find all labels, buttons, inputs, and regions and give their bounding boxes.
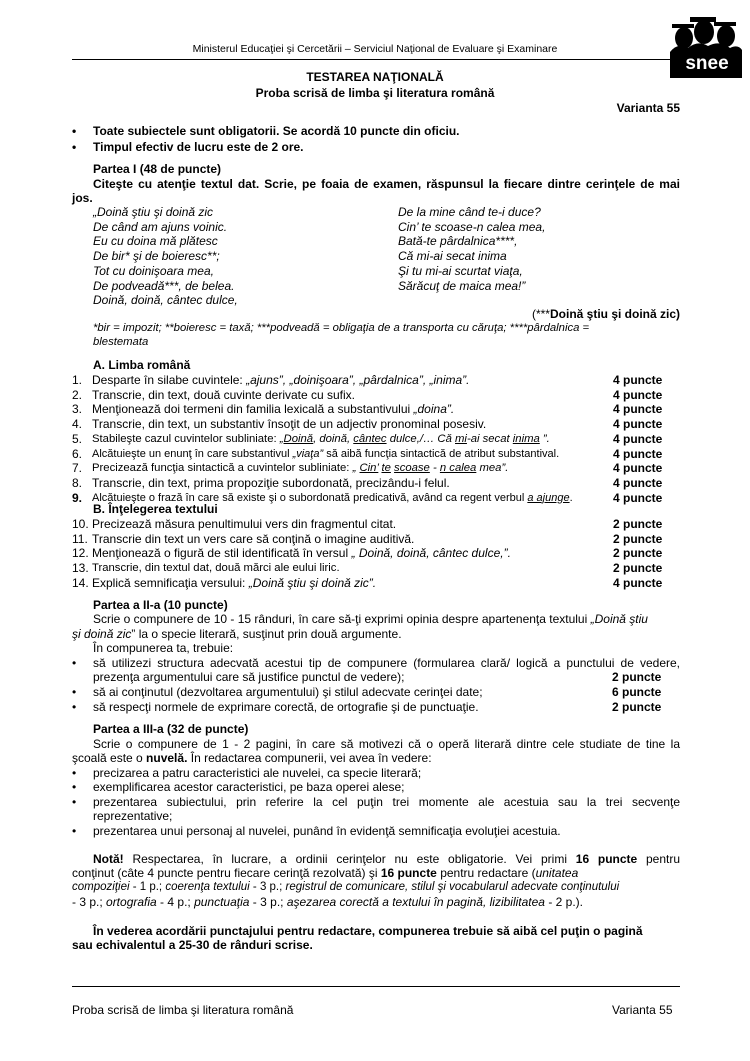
part3-req3: prezentarea subiectului, prin referire la cel puţin trei momente ale acestuia sau la trei secvenţe — [93, 795, 680, 809]
item-number: 7. — [72, 461, 83, 476]
rule-bullet-2: • — [72, 140, 77, 154]
items-a-list — [72, 373, 680, 505]
quote-text: - — [429, 462, 440, 475]
title-line2: Proba scrisă de limba şi literatura română — [255, 86, 495, 100]
item-text-part: Precizează funcţia sintactică a cuvintelor subliniate: — [92, 462, 353, 475]
item-points: 4 puncte — [613, 402, 663, 417]
list-item — [72, 576, 680, 591]
part3-req2: exemplificarea acestor caracteristici, pe baza operei alese; — [93, 780, 405, 794]
item-points: 4 puncte — [613, 446, 663, 461]
note-label: Notă! — [93, 852, 124, 866]
final-note-line1: În vederea acordării punctajului pentru redactare, compunerea trebuie să aibă cel puţin o pagină — [93, 924, 643, 938]
text-part: - 3 p.; — [72, 895, 107, 909]
list-item — [72, 432, 680, 447]
part3-heading: Partea a III-a (32 de puncte) — [93, 722, 249, 736]
item-text: Transcrie, din text, prima propoziţie subordonată, precizându-i felul. — [92, 475, 450, 490]
item-number: 6. — [72, 446, 83, 461]
text-part: 16 puncte — [575, 852, 638, 866]
source-title: Doină ştiu şi doină zic) — [549, 307, 680, 321]
note-line4 — [72, 895, 583, 909]
part3-req4: prezentarea unui personaj al nuvelei, punând în evidenţă semnificaţia evoluţiei acestuia. — [93, 824, 561, 838]
item-number: 3. — [72, 402, 83, 417]
underlined-word: mi — [455, 432, 467, 445]
item-points: 4 puncte — [613, 475, 663, 490]
title-line1: TESTAREA NAŢIONALĂ — [306, 70, 444, 84]
item-text: Transcrie din text un vers care să conţină o imagine auditivă. — [92, 531, 415, 546]
list-item — [72, 532, 680, 547]
item-number: 9. — [72, 490, 83, 505]
poem-source — [532, 307, 680, 321]
item-text — [92, 447, 613, 462]
text-part: conţinut (câte 4 puncte pentru fiecare cerinţă rezolvată) şi — [72, 866, 381, 880]
item-text — [92, 373, 613, 388]
part2-req3: să respecţi normele de exprimare corectă, de ortografie şi de punctuaţie. — [93, 700, 479, 714]
underlined-word: scoase — [394, 462, 430, 475]
underlined-word: inima — [512, 432, 540, 445]
item-number: 1. — [72, 373, 83, 387]
item-number: 2. — [72, 387, 83, 402]
part2-req2: să ai conţinutul (dezvoltarea argumentului) şi stilul adecvate cerinţei date; — [93, 685, 483, 699]
item-text-part: „Doină ştiu şi doină zic”. — [248, 575, 377, 590]
list-item — [72, 517, 680, 532]
part2-req1-b: prezenţa argumentului care să justifice punctul de vedere); — [93, 670, 405, 684]
item-number: 5. — [72, 431, 83, 446]
item-text-part: „viaţa” — [292, 447, 324, 460]
item-points: 4 puncte — [613, 575, 663, 590]
item-points: 4 puncte — [613, 431, 663, 446]
poem-verse: „Doină ştiu şi doină zic — [93, 205, 214, 219]
item-text — [92, 546, 613, 561]
item-text-part: „ajuns”, „doinişoara”, „pârdalnica”, „inima”. — [246, 373, 470, 387]
part2-line1 — [93, 612, 648, 626]
text-part: - 3 p.; — [249, 895, 287, 909]
item-text-part: „ Doină, doină, cântec dulce,”. — [351, 546, 511, 561]
list-item — [72, 546, 680, 561]
item-text-part: „doina”. — [413, 402, 455, 417]
poem-right — [398, 205, 545, 293]
item-number: 11. — [72, 531, 88, 546]
list-item — [72, 417, 680, 432]
item-points: 4 puncte — [613, 373, 663, 387]
part2-heading: Partea a II-a (10 puncte) — [93, 598, 228, 612]
note-line2 — [72, 866, 680, 880]
items-b-list — [72, 517, 680, 591]
variant-label: Varianta 55 — [616, 101, 680, 115]
item-text: Precizează măsura penultimului vers din fragmentul citat. — [92, 517, 397, 531]
part2-line2 — [72, 627, 402, 641]
text-part: şi doină zic — [72, 627, 132, 641]
item-text-part: Explică semnificaţia versului: — [92, 575, 249, 590]
item-text-part: să aibă funcţia sintactică de atribut substantival. — [323, 447, 560, 460]
poem-verse: De la mine când te-i duce? — [398, 205, 541, 219]
text-part: coerenţa textului — [165, 881, 250, 893]
rule-bullet-1: • — [72, 124, 77, 138]
text-part: - 3 p.; — [249, 881, 286, 893]
part3-line1: Scrie o compunere de 1 - 2 pagini, în care să motivezi că o operă literară dintre cele studiate de tine la — [93, 737, 680, 751]
logo-text: snee — [685, 53, 729, 74]
glossary-1: *bir = impozit; **boieresc = taxă; ***podveadă = obligaţia de a transporta cu căruţa; ****pârdalnica = — [93, 322, 590, 334]
underlined-word: n calea — [439, 462, 477, 475]
section-a-heading: A. Limba română — [93, 358, 191, 372]
item-number: 12. — [72, 546, 89, 561]
note-line1 — [93, 852, 680, 866]
poem-verse: Cin’ te scoase-n calea mea, — [398, 219, 546, 234]
underlined-word: a ajunge — [527, 491, 570, 504]
text-part: unitatea — [535, 866, 579, 880]
item-points: 2 puncte — [613, 561, 663, 576]
item-points: 4 puncte — [613, 387, 663, 402]
item-number: 14. — [72, 575, 89, 590]
item-text-part — [280, 433, 550, 445]
item-points: 2 puncte — [613, 517, 663, 531]
list-item — [72, 373, 680, 388]
header-divider — [72, 59, 680, 60]
quote-text: dulce,/… Că — [386, 432, 456, 445]
text-part: punctuaţia — [194, 895, 250, 909]
footer-divider — [72, 986, 680, 987]
item-text — [92, 402, 613, 417]
bullet: • — [72, 795, 77, 809]
list-item — [72, 447, 680, 462]
quote-text: , doină, — [313, 432, 354, 445]
text-part: Scrie o compunere de 10 - 15 rânduri, în care să-ţi exprimi opinia despre apartenenţa textului — [93, 612, 591, 626]
poem-verse: Bată-te pârdalnica****, — [398, 234, 518, 249]
source-prefix: (*** — [531, 307, 550, 321]
item-points: 4 puncte — [613, 417, 663, 432]
item-text-part: . — [569, 491, 573, 504]
rule-2: Timpul efectiv de lucru este de 2 ore. — [93, 140, 304, 154]
text-part: „Doină ştiu — [590, 612, 648, 626]
text-part: - 4 p.; — [156, 895, 195, 909]
item-text — [92, 461, 613, 476]
quote-text: mea”. — [476, 462, 509, 475]
text-part: nuvelă. — [146, 751, 188, 765]
item-text-part: Menţionează o figură de stil identificată în versul — [92, 546, 352, 561]
item-text: Transcrie, din text, două cuvinte derivate cu sufix. — [92, 387, 356, 402]
poem-verse: Eu cu doina mă plătesc — [93, 234, 218, 249]
text-part: - 2 p.). — [544, 895, 583, 909]
note-line3 — [72, 881, 619, 893]
item-points: 4 puncte — [613, 490, 663, 505]
item-points: 4 puncte — [613, 461, 663, 476]
part2-req3-points: 2 puncte — [612, 700, 662, 714]
text-part: aşezarea corectă a textului în pagină, lizibilitatea — [286, 895, 545, 909]
text-part: ortografia — [106, 895, 157, 909]
list-item — [72, 461, 680, 476]
text-part: În redactarea compunerii, vei avea în vedere: — [187, 751, 432, 765]
item-text-part — [353, 462, 509, 474]
item-text-part: Alcătuieşte un enunţ în care substantivul — [92, 447, 293, 460]
poem-verse: De podveadă***, de belea. — [93, 278, 235, 293]
item-number: 13. — [72, 561, 89, 576]
item-text — [92, 432, 613, 447]
text-part: - 1 p.; — [129, 881, 166, 893]
item-points: 2 puncte — [613, 546, 663, 561]
item-text-part: Stabileşte cazul cuvintelor subliniate: — [92, 432, 280, 445]
bullet: • — [72, 685, 77, 699]
poem-verse: Tot cu doinişoara mea, — [93, 263, 214, 278]
quote-text: -ai secat — [466, 432, 513, 445]
glossary-2: blestemata — [93, 336, 149, 348]
poem-verse: Doină, doină, cântec dulce, — [93, 293, 238, 308]
item-text-part: Menţionează doi termeni din familia lexicală a substantivului — [92, 402, 414, 417]
text-part: ” la o specie literară, susţinut prin două argumente. — [131, 627, 402, 641]
footer-title: Proba scrisă de limba şi literatura română — [72, 1003, 294, 1017]
section-b-heading: B. Înţelegerea textului — [93, 502, 218, 516]
quote-mark: „ — [352, 462, 360, 475]
item-number: 4. — [72, 417, 83, 432]
part2-line3: În compunerea ta, trebuie: — [93, 641, 234, 655]
underlined-word: te — [381, 462, 391, 475]
bullet: • — [72, 824, 77, 838]
item-points: 2 puncte — [613, 531, 663, 546]
quote-text: ”. — [539, 432, 550, 445]
item-text-part: Desparte în silabe cuvintele: — [92, 373, 247, 387]
poem-left — [93, 205, 238, 308]
poem-verse: De bir* şi de boieresc**; — [93, 249, 220, 264]
item-number: 10. — [72, 517, 89, 531]
text-part: compoziţiei — [72, 881, 130, 893]
snee-logo — [668, 2, 744, 78]
rule-1: Toate subiectele sunt obligatorii. Se acordă 10 puncte din oficiu. — [93, 124, 460, 138]
bullet: • — [72, 656, 77, 670]
underlined-word: Cin’ — [359, 462, 379, 475]
bullet: • — [72, 766, 77, 780]
item-text: Transcrie, din textul dat, două mărci ale eului liric. — [92, 562, 340, 575]
part1-heading: Partea I (48 de puncte) — [93, 162, 222, 176]
list-item — [72, 561, 680, 576]
part1-instruction-b: jos. — [72, 191, 93, 205]
poem-verse: Că mi-ai secat inima — [398, 249, 507, 264]
part3-line2 — [72, 751, 432, 765]
item-text — [92, 576, 613, 591]
part1-instruction-a: Citeşte cu atenţie textul dat. Scrie, pe foaia de examen, răspunsul la fiecare dintre cerinţele de mai — [93, 177, 680, 191]
footer-variant: Varianta 55 — [612, 1003, 673, 1017]
text-part: Respectarea, în lucrare, a ordinii cerinţelor nu este obligatorie. Vei primi — [123, 852, 576, 866]
list-item — [72, 476, 680, 491]
item-text: Transcrie, din text, un substantiv însoţit de un adjectiv pronominal posesiv. — [92, 417, 487, 432]
bullet: • — [72, 700, 77, 714]
poem-verse: Sărăcuţ de maica mea!” — [398, 278, 526, 293]
text-part: 16 puncte — [380, 866, 437, 880]
part3-req3-cont: reprezentative; — [93, 809, 173, 823]
part3-req1: precizarea a patru caracteristici ale nuvelei, ca specie literară; — [93, 766, 422, 780]
underlined-word: Doină — [283, 432, 314, 445]
list-item — [72, 402, 680, 417]
part2-req1-a: să utilizezi structura adecvată acestui tip de compunere (formularea clară/ logică a punctului de vedere, — [93, 656, 680, 670]
bullet: • — [72, 780, 77, 794]
quote-mark: „ — [279, 432, 284, 445]
item-number: 8. — [72, 475, 83, 490]
poem-verse: De când am ajuns voinic. — [93, 219, 228, 234]
item-text-part: Alcătuieşte o frază în care să existe şi o subordonată predicativă, având ca regent verbul — [92, 491, 528, 504]
text-part: pentru redactare ( — [436, 866, 536, 880]
text-part: şcoală este o — [72, 751, 147, 765]
underlined-word: cântec — [353, 432, 387, 445]
final-note-line2: sau echivalentul a 25-30 de rânduri scrise. — [72, 938, 313, 952]
header-ministry: Ministerul Educaţiei şi Cercetării – Serviciul Naţional de Evaluare şi Examinare — [192, 43, 558, 55]
list-item — [72, 388, 680, 403]
part2-req2-points: 6 puncte — [612, 685, 662, 699]
poem-verse: Şi tu mi-ai scurtat viaţa, — [398, 263, 523, 278]
part2-req1-points: 2 puncte — [612, 670, 662, 684]
text-part: registrul de comunicare, stilul şi vocabularul adecvate conţinutului — [285, 881, 620, 893]
text-part: pentru — [637, 852, 681, 866]
